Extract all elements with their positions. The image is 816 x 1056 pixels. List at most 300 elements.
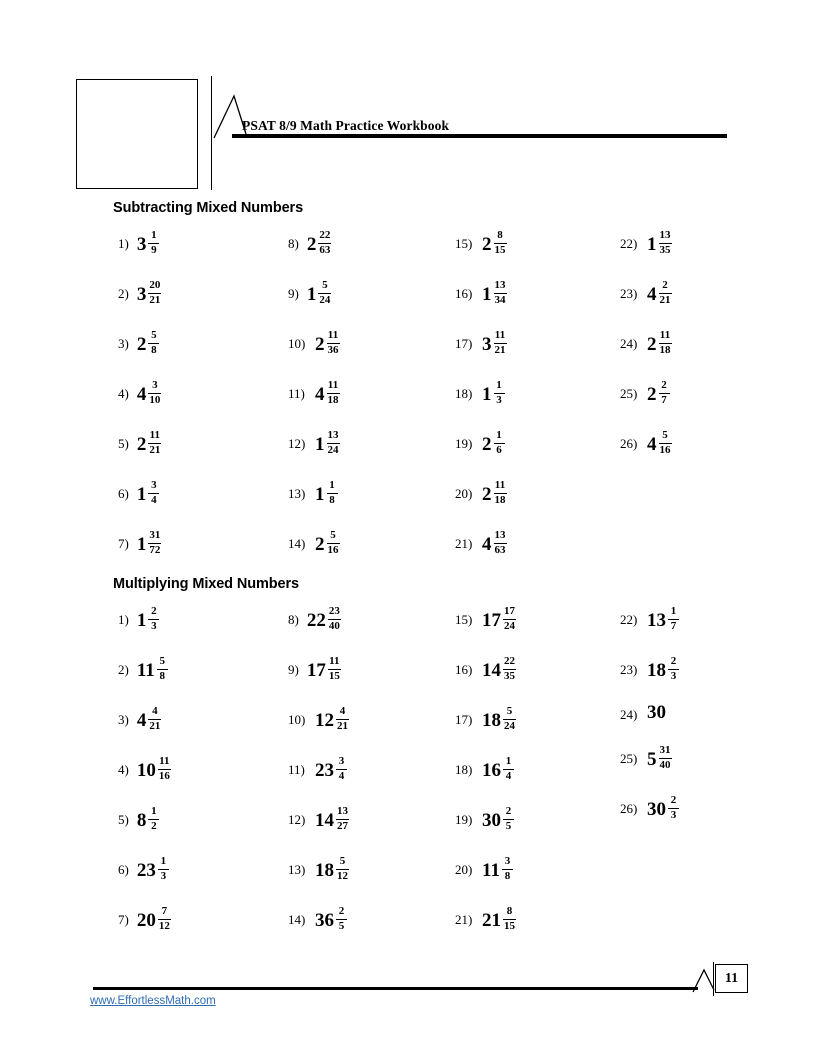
fraction-part <box>494 380 505 406</box>
problem-number: 17) <box>455 336 473 351</box>
mixed-number-expression <box>647 701 666 722</box>
problem-item <box>288 330 340 356</box>
fraction-denominator: 72 <box>149 543 161 556</box>
mixed-number-expression <box>647 606 679 632</box>
mixed-number-expression <box>315 430 340 456</box>
problem-number: 21) <box>455 536 473 551</box>
whole-part: 4 <box>482 533 492 555</box>
mixed-number-expression <box>315 856 349 882</box>
problem-item <box>620 430 672 456</box>
header-horizontal-rule <box>232 134 727 138</box>
problem-item <box>455 380 505 406</box>
problem-item <box>288 906 347 932</box>
problem-number: 5) <box>118 436 129 451</box>
whole-part: 2 <box>482 483 492 505</box>
page-number-box: 11 <box>715 964 748 993</box>
fraction-denominator: 12 <box>158 919 170 932</box>
mixed-number-expression <box>137 806 160 832</box>
mixed-number-expression <box>137 706 162 732</box>
fraction-numerator: 20 <box>149 279 161 291</box>
fraction-denominator: 2 <box>151 819 157 832</box>
problem-item <box>118 806 159 832</box>
fraction-part <box>503 806 514 832</box>
problem-number: 6) <box>118 862 129 877</box>
mixed-number-expression <box>647 795 679 821</box>
mixed-number-expression <box>137 906 171 932</box>
fraction-denominator: 3 <box>151 619 157 632</box>
mixed-number-expression <box>315 380 340 406</box>
mixed-number-expression <box>307 656 341 682</box>
fraction-part <box>668 795 679 821</box>
fraction-denominator: 8 <box>151 343 157 356</box>
fraction-numerator: 2 <box>662 279 668 291</box>
whole-part: 18 <box>647 659 666 681</box>
problem-number: 22) <box>620 236 638 251</box>
mixed-number-expression <box>137 656 168 682</box>
fraction-part <box>503 756 514 782</box>
fraction-denominator: 3 <box>496 393 502 406</box>
fraction-numerator: 7 <box>161 905 168 917</box>
mixed-number-expression <box>315 480 338 506</box>
whole-part: 3 <box>136 283 147 305</box>
fraction-part <box>659 380 670 406</box>
fraction-numerator: 13 <box>494 279 506 291</box>
mixed-number-expression <box>647 230 672 256</box>
problem-item <box>118 656 168 682</box>
mixed-number-expression <box>647 280 672 306</box>
fraction-denominator: 63 <box>319 243 331 256</box>
fraction-part <box>336 706 349 732</box>
whole-part: 12 <box>315 709 334 731</box>
whole-part: 36 <box>315 909 334 931</box>
fraction-numerator: 3 <box>338 755 345 767</box>
problem-item <box>288 230 331 256</box>
fraction-part <box>327 530 340 556</box>
problem-number: 6) <box>118 486 129 501</box>
fraction-denominator: 63 <box>494 543 506 556</box>
mixed-number-expression <box>137 856 169 882</box>
problem-item <box>288 806 349 832</box>
fraction-part <box>148 330 159 356</box>
whole-part: 11 <box>482 859 500 881</box>
whole-part: 4 <box>136 383 147 405</box>
problem-number: 23) <box>620 286 638 301</box>
fraction-denominator: 36 <box>327 343 339 356</box>
problem-item <box>620 380 670 406</box>
problem-number: 25) <box>620 751 638 766</box>
fraction-numerator: 3 <box>504 855 511 867</box>
fraction-part <box>494 530 507 556</box>
whole-part: 18 <box>315 859 334 881</box>
whole-part: 22 <box>306 609 326 631</box>
fraction-numerator: 2 <box>151 605 157 617</box>
whole-part: 30 <box>647 798 666 820</box>
problem-number: 15) <box>455 612 473 627</box>
fraction-part <box>336 856 349 882</box>
section-title-subtracting: Subtracting Mixed Numbers <box>113 200 304 216</box>
problem-item <box>118 906 171 932</box>
fraction-denominator: 21 <box>149 293 161 306</box>
mixed-number-expression <box>482 756 514 782</box>
fraction-denominator: 12 <box>337 869 348 882</box>
fraction-numerator: 1 <box>496 429 502 441</box>
fraction-denominator: 24 <box>327 443 339 456</box>
mixed-number-expression <box>482 530 507 556</box>
whole-part: 2 <box>647 333 657 355</box>
problem-item <box>288 430 340 456</box>
whole-part: 2 <box>482 433 492 455</box>
problem-item <box>288 756 347 782</box>
problem-number: 19) <box>455 436 473 451</box>
whole-part: 1 <box>315 483 325 505</box>
mixed-number-expression <box>315 706 349 732</box>
whole-part: 18 <box>482 709 501 731</box>
fraction-part <box>148 530 161 556</box>
fraction-numerator: 11 <box>494 479 506 491</box>
problem-number: 3) <box>118 336 129 351</box>
fraction-denominator: 5 <box>338 919 345 932</box>
whole-part: 17 <box>482 609 501 631</box>
problem-item <box>455 706 516 732</box>
problem-item <box>118 606 159 632</box>
problem-number: 24) <box>620 336 638 351</box>
fraction-denominator: 3 <box>160 869 167 882</box>
fraction-numerator: 2 <box>661 379 667 391</box>
fraction-numerator: 11 <box>327 329 339 341</box>
mixed-number-expression <box>482 380 505 406</box>
whole-part: 14 <box>315 809 334 831</box>
fraction-part <box>148 706 161 732</box>
fraction-part <box>148 380 161 406</box>
problem-number: 16) <box>455 662 473 677</box>
fraction-part <box>494 430 505 456</box>
problem-item <box>455 606 516 632</box>
fraction-numerator: 2 <box>505 805 512 817</box>
fraction-part <box>148 230 159 256</box>
fraction-denominator: 4 <box>338 769 345 782</box>
whole-part: 1 <box>306 283 317 305</box>
problem-item <box>455 330 507 356</box>
whole-part: 4 <box>136 709 147 731</box>
fraction-numerator: 2 <box>670 655 677 667</box>
whole-part: 1 <box>482 383 492 405</box>
page-header <box>0 0 816 200</box>
mixed-number-expression <box>307 606 341 632</box>
problem-number: 20) <box>455 862 473 877</box>
whole-part: 1 <box>136 483 147 505</box>
fraction-part <box>327 480 338 506</box>
problem-number: 13) <box>288 486 306 501</box>
problem-item <box>288 530 340 556</box>
mixed-number-expression <box>482 656 516 682</box>
fraction-denominator: 21 <box>337 719 348 732</box>
fraction-denominator: 24 <box>319 293 331 306</box>
fraction-denominator: 15 <box>504 919 515 932</box>
fraction-part <box>659 280 672 306</box>
fraction-numerator: 13 <box>337 805 348 817</box>
fraction-part <box>336 906 347 932</box>
fraction-part <box>502 856 513 882</box>
fraction-part <box>494 480 507 506</box>
fraction-part <box>494 230 507 256</box>
fraction-numerator: 13 <box>327 429 339 441</box>
problem-item <box>118 330 159 356</box>
mixed-number-expression <box>315 330 340 356</box>
fraction-part <box>328 606 341 632</box>
fraction-part <box>157 656 168 682</box>
whole-part: 14 <box>482 659 501 681</box>
fraction-denominator: 21 <box>149 443 161 456</box>
whole-part: 1 <box>647 233 657 255</box>
fraction-denominator: 8 <box>504 869 511 882</box>
whole-part: 4 <box>647 283 657 305</box>
fraction-part <box>318 280 331 306</box>
fraction-part <box>659 330 672 356</box>
fraction-denominator: 10 <box>149 393 161 406</box>
problem-number: 10) <box>288 336 306 351</box>
mixed-number-expression <box>137 330 160 356</box>
whole-part: 2 <box>647 383 657 405</box>
fraction-part <box>659 230 672 256</box>
whole-part: 13 <box>647 609 666 631</box>
problem-item <box>118 380 161 406</box>
problem-number: 11) <box>288 762 305 777</box>
fraction-numerator: 31 <box>659 744 671 756</box>
fraction-numerator: 13 <box>659 229 671 241</box>
fraction-numerator: 11 <box>327 379 339 391</box>
fraction-part <box>318 230 331 256</box>
whole-part: 17 <box>306 659 326 681</box>
whole-part: 11 <box>136 659 155 681</box>
fraction-numerator: 11 <box>329 655 340 667</box>
footer-vertical-rule <box>713 962 714 996</box>
mixed-number-expression <box>315 806 349 832</box>
mixed-number-expression <box>482 706 516 732</box>
fraction-numerator: 11 <box>659 329 671 341</box>
problem-number: 7) <box>118 912 129 927</box>
mixed-number-expression <box>482 906 516 932</box>
problem-number: 4) <box>118 386 129 401</box>
whole-part: 30 <box>647 702 666 723</box>
mixed-number-expression <box>137 430 162 456</box>
problem-item <box>620 230 672 256</box>
whole-part: 10 <box>136 759 156 781</box>
mixed-number-expression <box>647 330 672 356</box>
problem-item <box>288 380 340 406</box>
problem-number: 8) <box>288 236 299 251</box>
fraction-denominator: 4 <box>505 769 512 782</box>
fraction-part <box>158 906 171 932</box>
fraction-numerator: 5 <box>330 529 336 541</box>
problem-item <box>620 795 679 821</box>
problem-number: 8) <box>288 612 299 627</box>
fraction-part <box>503 706 516 732</box>
mixed-number-expression <box>307 280 332 306</box>
mixed-number-expression <box>137 606 160 632</box>
problem-item <box>288 480 338 506</box>
problem-number: 1) <box>118 236 129 251</box>
fraction-denominator: 4 <box>151 493 157 506</box>
mixed-number-expression <box>315 756 347 782</box>
mixed-number-expression <box>647 656 679 682</box>
problem-item <box>455 480 507 506</box>
problem-item <box>455 856 513 882</box>
fraction-denominator: 9 <box>151 243 157 256</box>
fraction-numerator: 11 <box>494 329 506 341</box>
fraction-numerator: 1 <box>160 855 167 867</box>
mixed-number-expression <box>482 606 516 632</box>
problem-number: 2) <box>118 662 129 677</box>
problem-item <box>118 856 169 882</box>
mixed-number-expression <box>137 280 162 306</box>
mixed-number-expression <box>137 480 160 506</box>
mixed-number-expression <box>137 380 162 406</box>
problem-number: 19) <box>455 812 473 827</box>
mixed-number-expression <box>482 480 507 506</box>
problem-item <box>455 280 507 306</box>
mixed-number-expression <box>307 230 332 256</box>
fraction-numerator: 11 <box>149 429 161 441</box>
problem-item <box>118 230 159 256</box>
mixed-number-expression <box>482 856 513 882</box>
whole-part: 2 <box>136 433 147 455</box>
fraction-numerator: 5 <box>151 329 157 341</box>
fraction-numerator: 22 <box>504 655 515 667</box>
fraction-numerator: 4 <box>152 705 158 717</box>
problem-number: 18) <box>455 762 473 777</box>
problem-number: 14) <box>288 912 306 927</box>
fraction-denominator: 15 <box>494 243 506 256</box>
mixed-number-expression <box>647 430 672 456</box>
fraction-part <box>336 806 349 832</box>
problem-number: 23) <box>620 662 638 677</box>
mixed-number-expression <box>137 530 162 556</box>
footer-website-link[interactable]: www.EffortlessMath.com <box>90 995 216 1007</box>
fraction-part <box>327 330 340 356</box>
fraction-numerator: 17 <box>504 605 515 617</box>
whole-part: 2 <box>136 333 147 355</box>
fraction-part <box>158 856 169 882</box>
whole-part: 16 <box>482 759 501 781</box>
problem-item <box>620 701 666 722</box>
problem-item <box>118 430 161 456</box>
problem-number: 12) <box>288 436 306 451</box>
whole-part: 5 <box>647 748 657 770</box>
fraction-numerator: 2 <box>338 905 345 917</box>
fraction-denominator: 8 <box>329 493 335 506</box>
problem-item <box>118 706 161 732</box>
mixed-number-expression <box>647 745 672 771</box>
fraction-part <box>503 906 516 932</box>
problem-item <box>455 756 514 782</box>
problem-item <box>118 280 161 306</box>
fraction-part <box>503 656 516 682</box>
fraction-denominator: 18 <box>494 493 506 506</box>
problem-number: 2) <box>118 286 129 301</box>
problem-number: 14) <box>288 536 306 551</box>
fraction-numerator: 1 <box>151 229 157 241</box>
problem-item <box>620 606 679 632</box>
fraction-numerator: 8 <box>506 905 513 917</box>
mixed-number-expression <box>482 806 514 832</box>
mixed-number-expression <box>137 756 171 782</box>
mixed-number-expression <box>482 280 507 306</box>
fraction-numerator: 4 <box>339 705 346 717</box>
fraction-numerator: 11 <box>159 755 170 767</box>
fraction-part <box>336 756 347 782</box>
fraction-denominator: 34 <box>494 293 506 306</box>
problem-item <box>288 280 331 306</box>
problem-number: 15) <box>455 236 473 251</box>
whole-part: 8 <box>136 809 147 831</box>
problem-item <box>455 806 514 832</box>
whole-part: 4 <box>647 433 657 455</box>
fraction-denominator: 7 <box>661 393 667 406</box>
whole-part: 1 <box>315 433 325 455</box>
fraction-numerator: 13 <box>494 529 506 541</box>
problem-item <box>288 706 349 732</box>
whole-part: 4 <box>315 383 325 405</box>
fraction-denominator: 21 <box>149 719 161 732</box>
whole-part: 1 <box>136 533 147 555</box>
whole-part: 23 <box>315 759 334 781</box>
problem-item <box>455 530 507 556</box>
problem-item <box>288 856 349 882</box>
fraction-part <box>148 280 161 306</box>
fraction-part <box>668 656 679 682</box>
problem-item <box>455 430 505 456</box>
problem-number: 7) <box>118 536 129 551</box>
fraction-numerator: 3 <box>151 479 157 491</box>
fraction-denominator: 7 <box>670 619 677 632</box>
whole-part: 1 <box>136 609 147 631</box>
problem-number: 4) <box>118 762 129 777</box>
problem-number: 17) <box>455 712 473 727</box>
fraction-denominator: 3 <box>670 669 677 682</box>
fraction-part <box>148 480 159 506</box>
whole-part: 2 <box>315 533 325 555</box>
section-title-multiplying: Multiplying Mixed Numbers <box>113 576 300 592</box>
fraction-part <box>503 606 516 632</box>
workbook-title: PSAT 8/9 Math Practice Workbook <box>242 118 450 133</box>
problem-item <box>455 230 507 256</box>
fraction-numerator: 5 <box>322 279 328 291</box>
problem-number: 11) <box>288 386 305 401</box>
fraction-denominator: 6 <box>496 443 502 456</box>
fraction-denominator: 35 <box>659 243 671 256</box>
problem-number: 9) <box>288 286 299 301</box>
whole-part: 1 <box>482 283 492 305</box>
whole-part: 2 <box>315 333 325 355</box>
whole-part: 21 <box>482 909 501 931</box>
problem-number: 18) <box>455 386 473 401</box>
fraction-numerator: 1 <box>496 379 502 391</box>
whole-part: 23 <box>136 859 156 881</box>
whole-part: 3 <box>136 233 147 255</box>
fraction-part <box>668 606 679 632</box>
mixed-number-expression <box>482 430 505 456</box>
fraction-denominator: 40 <box>659 758 671 771</box>
fraction-numerator: 5 <box>662 429 668 441</box>
problem-item <box>620 745 672 771</box>
problem-item <box>620 280 672 306</box>
mixed-number-expression <box>482 230 507 256</box>
fraction-denominator: 18 <box>659 343 671 356</box>
problem-item <box>118 530 161 556</box>
logo-placeholder-box <box>76 79 198 189</box>
problem-item <box>118 756 171 782</box>
fraction-numerator: 1 <box>151 805 157 817</box>
